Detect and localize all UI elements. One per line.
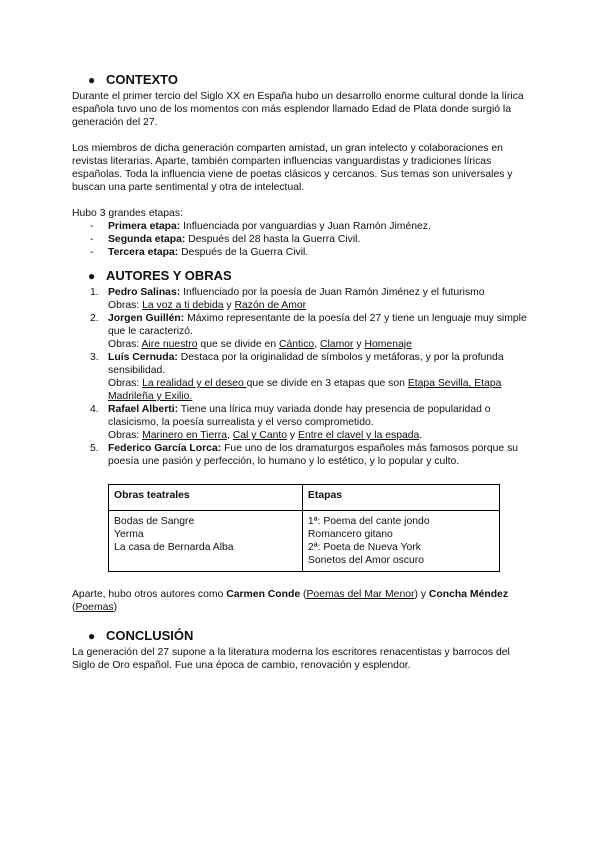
author-name: Jorgen Guillén:: [108, 313, 185, 324]
dash-icon: -: [90, 221, 94, 232]
list-item: [72, 233, 532, 246]
text-run: (: [300, 589, 307, 600]
obra-title: Etapa Sevilla, Etapa Madrileña y Exilio.: [108, 378, 502, 402]
etapa-label: Tercera etapa:: [108, 247, 179, 258]
list-number: 4.: [90, 404, 99, 415]
author-desc: Destaca por la originalidad de símbolos y metáforas, y por la profunda sensibilidad.: [108, 352, 504, 376]
list-number: 5.: [90, 443, 99, 454]
separator: que se divide en 3 etapas que son: [246, 378, 408, 389]
obra-title: Homenaje: [364, 339, 412, 350]
obra-title: Razón de Amor: [234, 300, 307, 311]
cell-line: Yerma: [114, 529, 144, 540]
text-run: Aparte, hubo otros autores como: [72, 589, 227, 600]
obras-line: [108, 377, 532, 403]
author-name: Carmen Conde: [226, 589, 301, 600]
author-name: Luís Cernuda:: [108, 352, 178, 363]
cell-line: 1ª: Poema del cante jondo: [307, 516, 430, 527]
heading-text: CONCLUSIÓN: [106, 628, 194, 643]
conclusion-paragraph: La generación del 27 supone a la literatura moderna los escritores renacentistas y barrocos del Siglo de Oro español. Fue una época de cambio, renovación y esplendor.: [72, 647, 510, 671]
lorca-table: [108, 484, 500, 572]
bullet-icon: ●: [88, 73, 96, 87]
separator: ,: [314, 339, 320, 350]
contexto-paragraph-2: Los miembros de dicha generación comparten amistad, un gran intelecto y colaboraciones en revistas literarias. Aparte, también comparten influencias vanguardistas y tradiciones líricas españolas. Toda la influencia viene de poetas clásicos y cercanos. Sus temas son universales y buscan una parte sentimental y otra de intelectual.: [72, 143, 513, 193]
table-row: [109, 511, 500, 572]
obra-title: Cántico: [278, 339, 315, 350]
etapas-intro: Hubo 3 grandes etapas:: [72, 208, 183, 219]
list-item: [72, 442, 532, 468]
obra-title: Poemas: [75, 602, 114, 613]
etapa-label: Primera etapa:: [108, 221, 181, 232]
separator: y: [223, 300, 235, 311]
bullet-icon: ●: [88, 629, 96, 643]
author-desc: Fue uno de los dramaturgos españoles más famosos porque su poesía une pasión y perfección, lo humano y lo estético, y lo popular y culto.: [108, 443, 519, 467]
text-run: (: [72, 602, 76, 613]
obras-line: [108, 338, 532, 351]
separator: y: [353, 339, 365, 350]
table-cell: [302, 511, 499, 572]
list-item: [72, 220, 532, 233]
obras-line: [108, 299, 532, 312]
table-header: Etapas: [302, 485, 499, 511]
section-heading-conclusion: [72, 628, 532, 644]
section-heading-contexto: [72, 72, 532, 88]
bullet-icon: ●: [88, 269, 96, 283]
list-item: [72, 403, 532, 442]
list-item: [72, 312, 532, 351]
obra-title: Cal y Canto: [232, 430, 288, 441]
aparte-paragraph: [72, 588, 532, 614]
etapa-label: Segunda etapa:: [108, 234, 186, 245]
list-number: 3.: [90, 352, 99, 363]
document-page: [72, 72, 532, 672]
obras-label: Obras:: [108, 378, 143, 389]
etapas-list: [72, 220, 532, 259]
author-desc: Máximo representante de la poesía del 27 y tiene un lenguaje muy simple que le caracterizó.: [108, 313, 527, 337]
etapa-text: Influenciada por vanguardias y Juan Ramón Jiménez.: [180, 221, 431, 232]
author-desc: Tiene una lírica muy variada donde hay presencia de popularidad o clasicismo, la poesía surrealista y el verso comprometido.: [108, 404, 491, 428]
etapa-text: Después del 28 hasta la Guerra Civil.: [185, 234, 361, 245]
autores-list: [72, 286, 532, 468]
table-cell: [109, 511, 303, 572]
section-heading-autores: [72, 268, 532, 284]
separator: .: [419, 430, 423, 441]
obra-title: La voz a ti debida: [142, 300, 224, 311]
list-item: [72, 286, 532, 312]
table-header: Obras teatrales: [109, 485, 303, 511]
obra-title: Aire nuestro: [141, 339, 198, 350]
list-number: 2.: [90, 313, 99, 324]
dash-icon: -: [90, 234, 94, 245]
dash-icon: -: [90, 247, 94, 258]
author-name: Concha Méndez: [428, 589, 509, 600]
author-name: Rafael Alberti:: [108, 404, 179, 415]
author-name: Pedro Salinas:: [108, 287, 181, 298]
list-item: [72, 351, 532, 403]
separator: que se divide en: [197, 339, 279, 350]
heading-text: CONTEXTO: [106, 72, 178, 87]
obra-title: Poemas del Mar Menor: [306, 589, 415, 600]
heading-text: AUTORES Y OBRAS: [106, 268, 232, 283]
text-run: ): [113, 602, 118, 613]
obras-label: Obras:: [108, 339, 142, 350]
etapa-text: Después de la Guerra Civil.: [178, 247, 309, 258]
obras-label: Obras:: [108, 430, 143, 441]
obra-title: Entre el clavel y la espada: [298, 430, 420, 441]
obra-title: Clamor: [320, 339, 354, 350]
author-desc: Influenciado por la poesía de Juan Ramón Jiménez y el futurismo: [180, 287, 485, 298]
obra-title: La realidad y el deseo: [142, 378, 247, 389]
obras-line: [108, 429, 532, 442]
cell-line: Romancero gitano: [307, 529, 393, 540]
text-run: ) y: [414, 589, 429, 600]
obras-label: Obras:: [108, 300, 143, 311]
obra-title: Marinero en Tierra: [142, 430, 227, 441]
cell-line: Bodas de Sangre: [114, 516, 195, 527]
cell-line: 2ª: Poeta de Nueva York: [307, 542, 421, 553]
separator: y: [287, 430, 299, 441]
list-item: [72, 246, 532, 259]
separator: ,: [226, 430, 233, 441]
list-number: 1.: [90, 287, 99, 298]
author-name: Federico García Lorca:: [108, 443, 222, 454]
table-header-row: [109, 485, 500, 511]
contexto-paragraph-1: Durante el primer tercio del Siglo XX en España hubo un desarrollo enorme cultural donde la lírica española tuvo uno de los momentos con más esplendor llamado Edad de Plata donde surgió la generación del 27.: [72, 91, 524, 128]
cell-line: La casa de Bernarda Alba: [114, 542, 234, 553]
cell-line: Sonetos del Amor oscuro: [307, 555, 425, 566]
